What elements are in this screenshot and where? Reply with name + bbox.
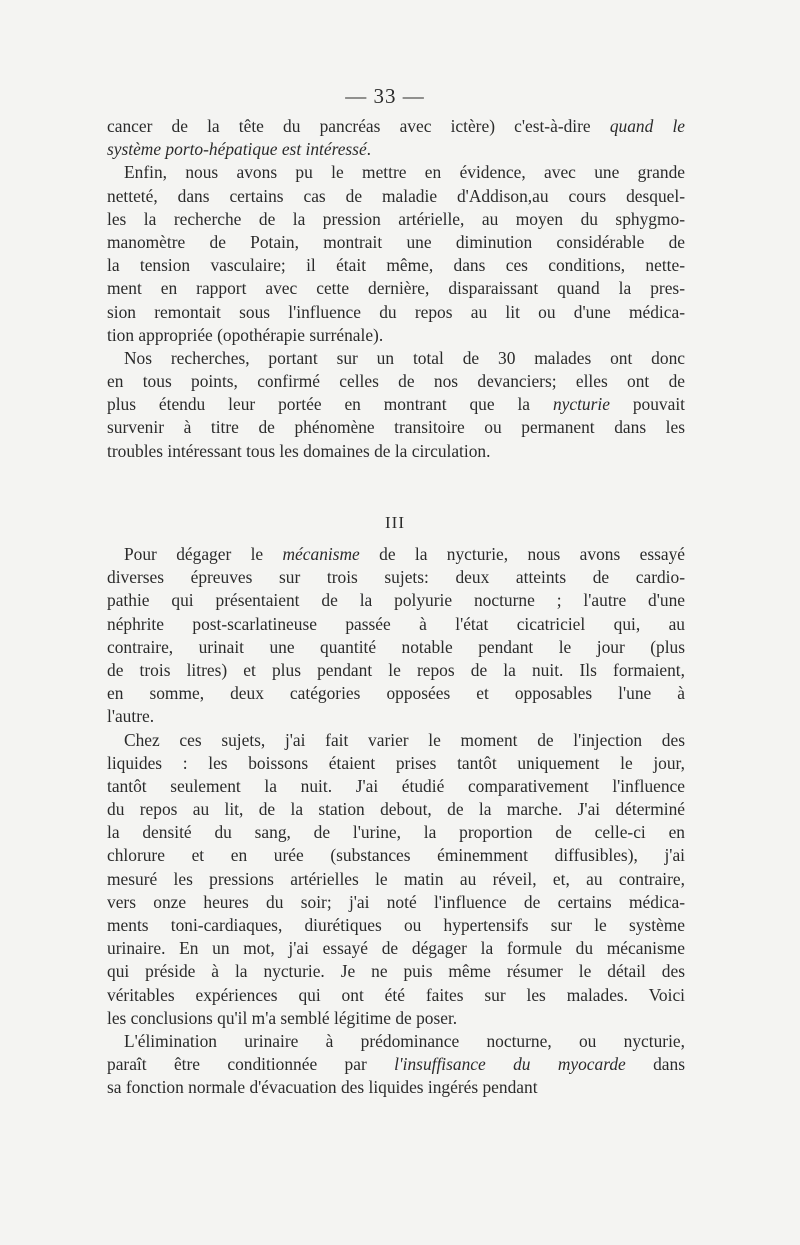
text-segment: sion remontait sous l'influence du repos au lit ou d'une médica-	[107, 301, 685, 322]
text-segment: tion appropriée (opothérapie surrénale).	[107, 324, 384, 345]
text-line	[107, 589, 685, 612]
text-line	[107, 984, 685, 1007]
section-heading: III	[385, 513, 405, 532]
text-segment: dans	[625, 1054, 685, 1075]
text-segment: vers onze heures du soir; j'ai noté l'influence de certains médica-	[107, 891, 685, 912]
text-segment: Enfin, nous avons pu le mettre en évidence, avec une grande	[124, 162, 685, 183]
text-segment: chlorure et en urée (substances éminemment diffusibles), j'ai	[107, 845, 685, 866]
text-segment: troubles intéressant tous les domaines de la circulation.	[107, 440, 491, 461]
text-segment: .	[366, 139, 372, 160]
text-segment: plus étendu leur portée en montrant que la	[107, 394, 553, 415]
text-line	[107, 613, 685, 636]
text-segment: netteté, dans certains cas de maladie d'Addison,au cours desquel-	[107, 185, 685, 206]
text-segment: pouvait	[609, 394, 685, 415]
text-segment: contraire, urinait une quantité notable pendant le jour (plus	[107, 636, 685, 657]
text-segment: cancer de la tête du pancréas avec ictère) c'est-à-dire	[107, 116, 610, 136]
text-segment: urinaire. En un mot, j'ai essayé de dégager la formule du mécanisme	[107, 938, 685, 959]
text-segment: l'autre.	[107, 706, 155, 727]
text-segment: paraît être conditionnée par	[107, 1054, 395, 1075]
text-segment: en tous points, confirmé celles de nos devanciers; elles ont de	[107, 371, 685, 392]
text-segment: manomètre de Potain, montrait une diminution considérable de	[107, 231, 685, 252]
emphasized-text: mécanisme	[282, 544, 360, 564]
text-line	[107, 914, 685, 937]
text-segment: tantôt seulement la nuit. J'ai étudié comparativement l'influence	[107, 775, 685, 796]
text-line	[107, 868, 685, 891]
paragraph-block-2	[107, 543, 685, 1100]
text-segment: du repos au lit, de la station debout, de la marche. J'ai déterminé	[107, 799, 685, 820]
text-segment: mesuré les pressions artérielles le matin au réveil, et, au contraire,	[107, 868, 685, 889]
text-line	[107, 705, 685, 728]
text-line	[107, 254, 685, 277]
emphasized-text: quand le	[609, 116, 685, 136]
text-line	[107, 659, 685, 682]
text-line	[107, 161, 685, 184]
paragraph-block-1	[107, 115, 685, 463]
text-line	[107, 960, 685, 983]
text-line	[107, 682, 685, 705]
text-line	[107, 1030, 685, 1053]
text-segment: ment en rapport avec cette dernière, disparaissant quand la pres-	[107, 278, 685, 299]
text-line	[107, 1007, 685, 1030]
text-line	[107, 821, 685, 844]
text-line	[107, 347, 685, 370]
text-line	[107, 208, 685, 231]
text-line	[107, 115, 685, 138]
text-line	[107, 636, 685, 659]
text-line	[107, 1076, 685, 1099]
text-line	[107, 440, 685, 463]
text-segment: liquides : les boissons étaient prises tantôt uniquement le jour,	[107, 752, 685, 773]
text-segment: diverses épreuves sur trois sujets: deux atteints de cardio-	[107, 567, 685, 588]
text-line	[107, 370, 685, 393]
text-line	[107, 301, 685, 324]
text-segment: la densité du sang, de l'urine, la proportion de celle-ci en	[107, 822, 685, 843]
text-line	[107, 798, 685, 821]
text-segment: de trois litres) et plus pendant le repos de la nuit. Ils formaient,	[107, 659, 685, 680]
text-line	[107, 543, 685, 566]
text-segment: pathie qui présentaient de la polyurie nocturne ; l'autre d'une	[107, 590, 685, 611]
text-line	[107, 277, 685, 300]
text-line	[107, 185, 685, 208]
text-segment: Pour dégager le	[124, 544, 283, 564]
text-line	[107, 891, 685, 914]
text-line	[107, 729, 685, 752]
text-segment: de la nycturie, nous avons essayé	[359, 544, 685, 564]
text-segment: survenir à titre de phénomène transitoire ou permanent dans les	[107, 417, 685, 438]
text-segment: Nos recherches, portant sur un total de 30 malades ont donc	[124, 347, 685, 368]
text-segment: les conclusions qu'il m'a semblé légitime de poser.	[107, 1007, 458, 1028]
text-line	[107, 775, 685, 798]
text-segment: qui préside à la nycturie. Je ne puis même résumer le détail des	[107, 961, 685, 982]
text-line	[107, 566, 685, 589]
text-line	[107, 416, 685, 439]
text-line	[107, 844, 685, 867]
text-line	[107, 393, 685, 416]
text-segment: en somme, deux catégories opposées et opposables l'une à	[107, 683, 685, 704]
emphasized-text: nycturie	[552, 394, 610, 415]
text-line	[107, 231, 685, 254]
emphasized-text: l'insuffisance du myocarde	[394, 1054, 626, 1075]
text-line	[107, 752, 685, 775]
text-line	[107, 138, 685, 161]
text-segment: les la recherche de la pression artérielle, au moyen du sphygmo-	[107, 208, 685, 229]
text-line	[107, 1053, 685, 1076]
text-segment: la tension vasculaire; il était même, dans ces conditions, nette-	[107, 255, 685, 276]
emphasized-text: système porto-hépatique est intéressé	[107, 139, 367, 160]
text-segment: ments toni-cardiaques, diurétiques ou hypertensifs sur le système	[107, 915, 685, 935]
text-segment: Chez ces sujets, j'ai fait varier le moment de l'injection des	[124, 729, 685, 750]
page-number: — 33 —	[345, 84, 425, 108]
text-line	[107, 324, 685, 347]
text-segment: L'élimination urinaire à prédominance nocturne, ou nycturie,	[124, 1030, 685, 1051]
text-segment: sa fonction normale d'évacuation des liquides ingérés pendant	[107, 1077, 538, 1098]
text-segment: néphrite post-scarlatineuse passée à l'état cicatriciel qui, au	[107, 613, 685, 634]
text-line	[107, 937, 685, 960]
text-segment: véritables expériences qui ont été faites sur les malades. Voici	[107, 984, 685, 1005]
